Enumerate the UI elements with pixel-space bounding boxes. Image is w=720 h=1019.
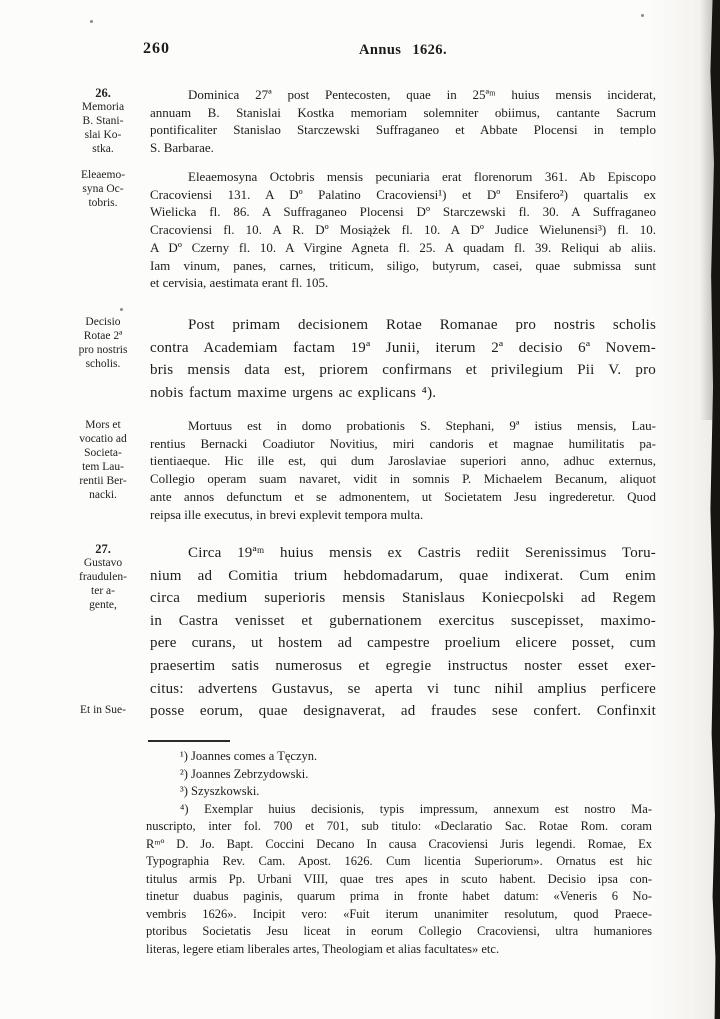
footnote-1 xyxy=(146,748,652,766)
text-line: posse eorum, quae designaverat, ad fraudes sese confert. Confinxit xyxy=(150,703,656,720)
text-line: Et in Sue- xyxy=(80,704,126,716)
text-line: Decisio xyxy=(85,316,121,328)
margin-note-memoria-kostka xyxy=(56,86,150,156)
margin-entry-number: 26. xyxy=(95,86,111,100)
text-line: Collegio operam suam navaret, vidit in somnis P. Michaelem Becanum, aliquot xyxy=(150,471,656,487)
text-line: titulus armis Pp. Urbani VIII, quae tres apes in scuto habent. Decisio ipsa con- xyxy=(146,871,652,886)
text-line: bris mensis data est, priorem confirmans et privilegium Pii V. pro xyxy=(150,362,656,379)
text-line: nobis factum maxime urgens ac explicans ⁴). xyxy=(150,384,437,401)
running-title: Annus 1626. xyxy=(359,42,447,58)
text-line: syna Oc- xyxy=(82,183,124,195)
text-line: Mors et xyxy=(85,419,121,431)
margin-note-lines xyxy=(56,703,150,717)
text-line: Memoria xyxy=(81,101,125,113)
margin-note-gustavo xyxy=(56,542,150,612)
text-line: nacki. xyxy=(89,489,117,501)
text-line: ptoribus Societatis Jesu liceat in eorum Collegio Cracoviensi, ultra humaniores xyxy=(146,924,652,938)
text-line: tem Lau- xyxy=(82,461,124,473)
text-line: S. Barbarae. xyxy=(150,140,214,156)
paragraph-mors-bernacki xyxy=(150,417,656,523)
text-line: Iam vinum, panes, carnes, triticum, siligo, butyrum, casei, quae submissa sunt xyxy=(150,257,656,273)
scan-speck xyxy=(90,20,93,23)
text-line: pere curans, ut hostem ad campestre proelium elicere posset, cum xyxy=(150,635,656,652)
text-line: annuam B. Stanislai Kostka memoriam solemniter obiimus, cantante Sacrum xyxy=(150,104,656,120)
text-line: Typographia Rev. Cam. Apost. 1626. Cum licentia Superiorum». Ornatus est hic xyxy=(146,854,652,868)
text-line: Cracoviensi 131. A Dº Palatino Cracoviensi¹) et Dº Ensifero²) quartalis ex xyxy=(150,186,656,202)
page-number: 260 xyxy=(143,40,170,57)
footnote-3 xyxy=(146,783,652,801)
text-line: nium ad Comitia trium hebdomadarum, quae indixerat. Cum enim xyxy=(150,567,656,584)
text-line: gente, xyxy=(89,599,117,611)
text-line: Mortuus est in domo probationis S. Stephani, 9ª istius mensis, Lau- xyxy=(188,418,656,433)
text-line: fraudulen- xyxy=(79,571,127,583)
scan-speck xyxy=(120,308,123,311)
text-line: contra Academiam factam 19ª Junii, iterum 2ª decisio 6ª Novem- xyxy=(150,339,656,356)
paragraph-decisio-rotae xyxy=(150,314,656,404)
text-line: scholis. xyxy=(85,358,121,370)
text-line: A Dº Czerny fl. 10. A Virgine Agneta fl. 25. A quadam fl. 39. Reliqui ab aliis. xyxy=(150,239,656,255)
margin-note-et-in-sue xyxy=(56,703,150,717)
text-line: B. Stani- xyxy=(82,115,124,127)
text-line: Circa 19ªᵐ huius mensis ex Castris rediit Serenissimus Toru- xyxy=(188,545,656,561)
scan-speck xyxy=(641,14,644,17)
text-line: et cervisia, aestimata erant fl. 105. xyxy=(150,275,329,291)
text-line: ⁴) Exemplar huius decisionis, typis impressum, annexum est nostro Ma- xyxy=(180,801,652,816)
margin-note-lines xyxy=(56,100,150,156)
text-line: Societa- xyxy=(84,447,122,459)
text-line: Post primam decisionem Rotae Romanae pro nostris scholis xyxy=(188,317,656,333)
text-line: vembris 1626». Incipit vero: «Fuit iterum unanimiter resolutum, quod Praece- xyxy=(146,906,652,921)
text-line: Eleaemosyna Octobris mensis pecuniaria erat florenorum 361. Ab Episcopo xyxy=(188,169,656,184)
margin-note-lines xyxy=(56,168,150,210)
margin-note-lines xyxy=(56,556,150,612)
paragraph-memoria-kostka xyxy=(150,86,656,157)
text-line: ante annos defunctum et se admonentem, ut Societatem Jesu ingrederetur. Quod xyxy=(150,488,656,504)
text-line: Gustavo xyxy=(83,557,123,569)
text-line: ²) Joannes Zebrzydowski. xyxy=(180,766,309,781)
margin-note-lines xyxy=(56,315,150,371)
text-line: citus: advertens Gustavus, se aperta vi tunc nihil amplius perficere xyxy=(150,680,656,697)
text-line: Cracoviensi fl. 10. A R. Dº Mosiążek fl. 10. A Dº Judice Wielunensi³) fl. 10. xyxy=(150,222,656,238)
footnote-separator-rule xyxy=(148,740,230,742)
margin-note-eleaemosyna xyxy=(56,168,150,210)
text-line: ³) Szyszkowski. xyxy=(180,784,260,798)
text-line: in Castra venisset et gubernationem exercitus suscepisset, maximo- xyxy=(150,612,656,629)
text-line: ter a- xyxy=(91,585,115,597)
text-line: praesertim satis numerosus et egregie instructus noster esset exer- xyxy=(150,657,656,674)
text-line: stka. xyxy=(92,143,114,155)
paragraph-eleaemosyna xyxy=(150,168,656,292)
text-line: pro nostris xyxy=(78,344,128,356)
text-line: pontificaliter Stanislao Starczewski Suffraganeo et Abbate Plocensi in templo xyxy=(150,122,656,138)
text-line: Eleaemo- xyxy=(80,169,126,181)
text-line: reipsa ille executus, in brevi explevit tempora multa. xyxy=(150,506,424,522)
margin-note-mors-bernacki xyxy=(56,418,150,502)
footnote-2 xyxy=(146,766,652,784)
text-line: Wielicka fl. 86. A Suffraganeo Plocensi Dº Starczewski fl. 30. A Suffraganeo xyxy=(150,204,656,220)
margin-note-decisio-rotae xyxy=(56,315,150,371)
text-line: slai Ko- xyxy=(84,129,122,141)
text-line: Dominica 27ª post Pentecosten, quae in 25ªᵐ huius mensis inciderat, xyxy=(188,87,656,102)
text-line: tientiaeque. Hic ille est, qui dum Jaroslaviae superiori anno, adhuc externus, xyxy=(150,453,656,469)
text-line: nuscripto, inter fol. 700 et 701, sub titulo: «Declaratio Sac. Rotae Rom. coram xyxy=(146,819,652,833)
text-line: tinetur duabus paginis, quarum prima in fronte habet datum: «Veneris 6 No- xyxy=(146,889,652,903)
paragraph-gustavo xyxy=(150,542,656,723)
text-line: Rᵐº D. Jo. Bapt. Coccini Decano In causa Cracoviensi Juris legendi. Romae, Ex xyxy=(146,836,652,851)
text-line: rentius Bernacki Coadiutor Novitius, miri candoris et magnae humilitatis pa- xyxy=(150,435,656,451)
text-line: rentii Ber- xyxy=(79,475,127,487)
margin-note-lines xyxy=(56,418,150,502)
footnote-4 xyxy=(146,801,652,959)
text-line: tobris. xyxy=(88,197,118,209)
text-line: ¹) Joannes comes a Tęczyn. xyxy=(180,749,318,763)
text-line: circa medium superioris mensis Stanislaus Koniecpolski ad Regem xyxy=(150,590,656,607)
text-line: vocatio ad xyxy=(79,433,127,445)
text-line: literas, legere etiam liberales artes, Theologiam et alias facultates» etc. xyxy=(146,941,500,956)
text-line: Rotae 2ª xyxy=(83,330,123,342)
footnotes-block xyxy=(146,748,652,958)
margin-entry-number: 27. xyxy=(95,542,111,556)
